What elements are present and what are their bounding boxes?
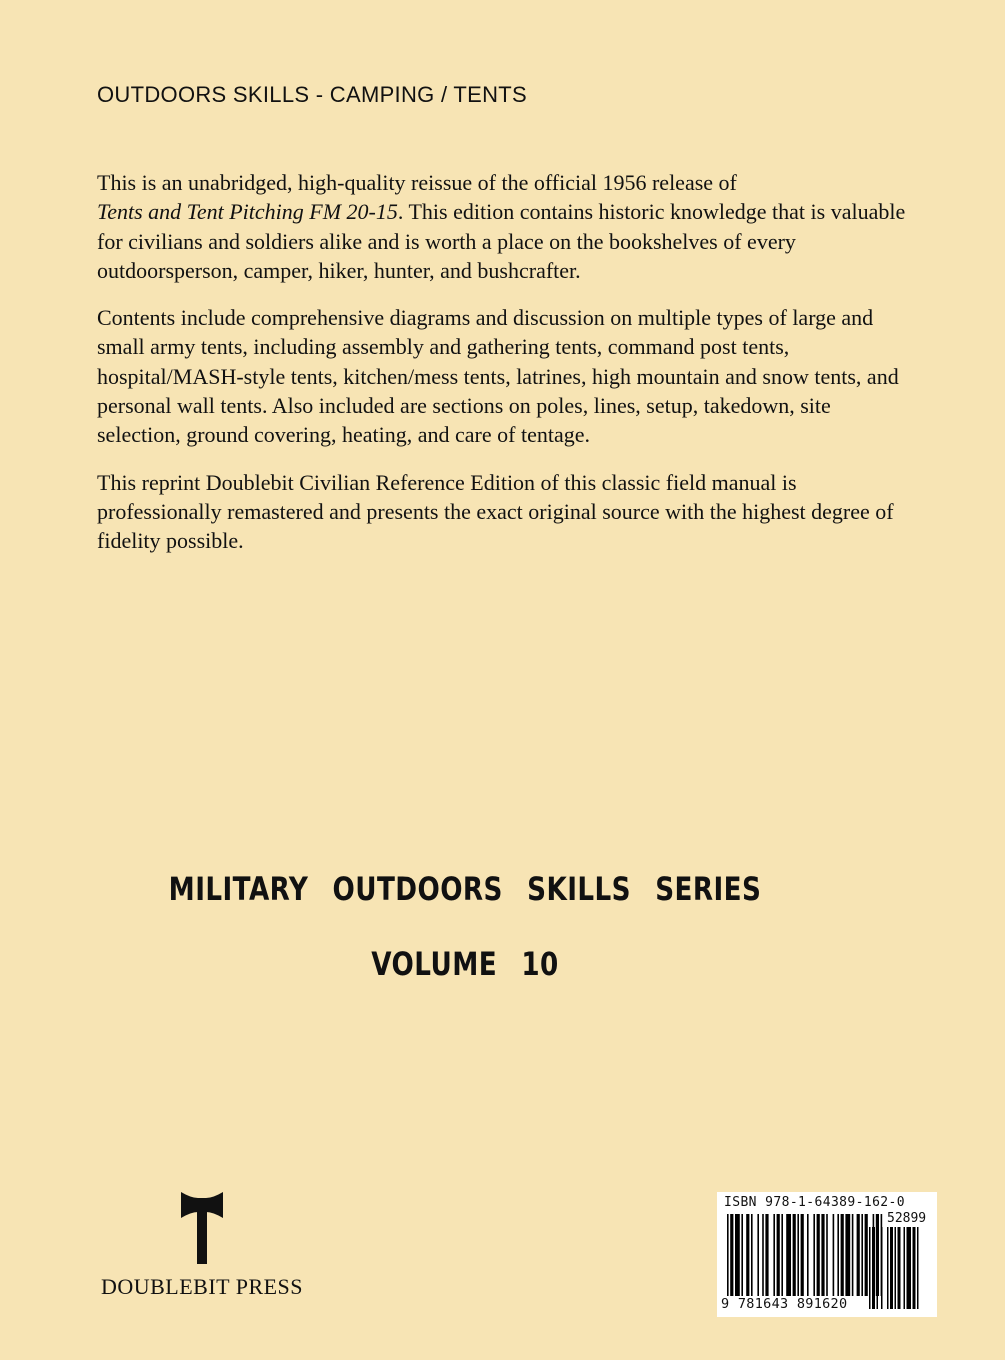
barcode-bar: [751, 1214, 753, 1296]
category-label: OUTDOORS SKILLS - CAMPING / TENTS: [97, 82, 528, 107]
series-title: MILITARY OUTDOORS SKILLS SERIES: [168, 870, 762, 908]
barcode-addon-bar: [907, 1227, 912, 1309]
barcode-addon-bar: [895, 1227, 897, 1309]
barcode-bar: [801, 1214, 804, 1296]
isbn-barcode: [717, 1192, 937, 1317]
barcode-addon-bar: [881, 1227, 883, 1309]
barcode-bar: [807, 1214, 809, 1296]
barcode-bar: [813, 1214, 815, 1296]
barcode-bar: [765, 1214, 768, 1296]
barcode-bar: [857, 1214, 860, 1296]
publisher-name: DOUBLEBIT PRESS: [100, 1274, 304, 1299]
blurb-p1-end: . This edition contains historic knowledge that is valuable for civilians and soldiers alike and is worth a place on the bookshelves of every outdoorsperson, camper, hiker, hunter, and bushcrafter.: [97, 199, 906, 283]
back-cover-blurb: [97, 168, 917, 574]
barcode-bar: [781, 1214, 783, 1296]
barcode-bar: [833, 1214, 835, 1296]
barcode-bar: [852, 1214, 854, 1296]
barcode-bar: [741, 1214, 743, 1296]
barcode-addon-bar: [898, 1227, 901, 1309]
publisher-logo: [91, 1190, 313, 1300]
double-bit-axe-icon: [178, 1190, 226, 1264]
barcode-bar: [821, 1214, 824, 1296]
barcode-bar: [797, 1214, 799, 1296]
barcode-addon-bar: [869, 1227, 871, 1309]
barcode-bar: [730, 1214, 733, 1296]
barcode-bar: [735, 1214, 740, 1296]
barcode-bar: [841, 1214, 844, 1296]
blurb-paragraph-2: Contents include comprehensive diagrams and discussion on multiple types of large and small army tents, including assembly and gathering tents, command post tents, hospital/MASH-style tents, kitchen/mess tents, latrines, high mountain and snow tents, and personal wall tents. Also included are sections on poles, lines, setup, takedown, site selection, ground covering, heating, and care of tentage.: [97, 305, 899, 448]
barcode-bar: [845, 1214, 850, 1296]
barcode-bar: [773, 1214, 775, 1296]
barcode-addon-bar: [913, 1227, 916, 1309]
barcode-bar: [817, 1214, 820, 1296]
barcode-bar: [861, 1214, 863, 1296]
barcode-addon-bar: [877, 1227, 879, 1309]
blurb-p1-start: This is an unabridged, high-quality reissue of the official 1956 release of: [97, 170, 737, 195]
barcode-addon-bar: [890, 1227, 893, 1309]
barcode-bar: [762, 1214, 764, 1296]
isbn-label: ISBN 978-1-64389-162-0: [724, 1195, 905, 1210]
barcode-bar: [746, 1214, 749, 1296]
barcode-digits: 9 781643 891620: [721, 1296, 848, 1312]
barcode-addon-bar: [887, 1227, 889, 1309]
barcode-bar: [865, 1214, 868, 1296]
volume-label: VOLUME 10: [371, 945, 559, 983]
barcode-addon-bar: [872, 1227, 875, 1309]
barcode-bar: [786, 1214, 791, 1296]
barcode-bar: [837, 1214, 839, 1296]
barcode-bar: [793, 1214, 796, 1296]
book-title: Tents and Tent Pitching FM 20-15: [97, 199, 398, 225]
barcode-addon-number: 52899: [887, 1211, 927, 1226]
barcode-bar: [727, 1214, 729, 1296]
blurb-paragraph-3: This reprint Doublebit Civilian Reference Edition of this classic field manual is professionally remastered and presents the exact original source with the highest degree of fidelity possible.: [97, 469, 894, 554]
barcode-bar: [757, 1214, 759, 1296]
barcode-addon-bar: [904, 1227, 906, 1309]
barcode-addon-bar: [917, 1227, 919, 1309]
barcode-bar: [826, 1214, 828, 1296]
blurb-paragraph-1: [97, 168, 917, 285]
barcode-bar: [777, 1214, 780, 1296]
